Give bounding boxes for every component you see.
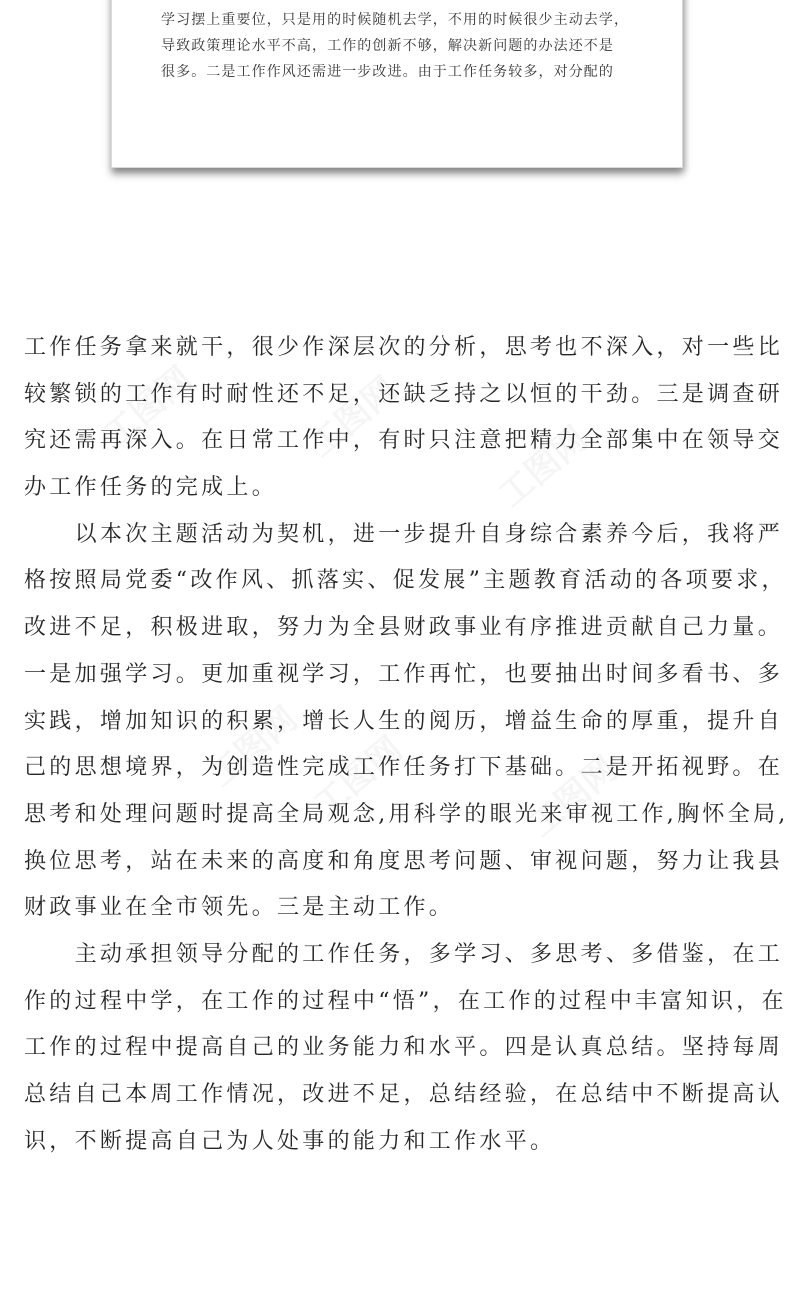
paragraph-line: 改进不足，积极进取，努力为全县财政事业有序推进贡献自己力量。 [24,615,784,641]
watermark-logo: 工图网 [491,419,596,516]
paragraph-line: 一是加强学习。更加重视学习，工作再忙，也要抽出时间多看书、多 [24,661,784,687]
preview-text-line: 很多。二是工作作风还需进一步改进。由于工作任务较多，对分配的 [161,64,614,80]
paragraph-line: 较繁锁的工作有时耐性还不足，还缺乏持之以恒的干劲。三是调查研 [24,381,784,407]
watermark-logo: 工图网 [201,699,306,796]
document-preview-card [111,0,683,168]
paragraph-line: 办工作任务的完成上。 [24,475,278,501]
preview-text-line: 导致政策理论水平不高，工作的创新不够，解决新问题的办法还不是 [161,38,614,54]
paragraph-line: 换位思考，站在未来的高度和角度思考问题、审视问题，努力让我县 [24,848,784,874]
paragraph-line: 以本次主题活动为契机，进一步提升自身综合素养今后，我将严 [24,521,784,547]
preview-text-line: 学习摆上重要位，只是用的时候随机去学，不用的时候很少主动去学， [161,12,630,28]
watermark-logo: 工图网 [521,749,626,846]
paragraph-line: 格按照局党委“改作风、抓落实、促发展”主题教育活动的各项要求， [24,568,787,594]
watermark-logo: 工图网 [96,359,201,456]
paragraph-line: 究还需再深入。在日常工作中，有时只注意把精力全部集中在领导交 [24,428,784,454]
paragraph-line: 工作任务拿来就干，很少作深层次的分析，思考也不深入，对一些比 [24,335,784,360]
paragraph-line: 思考和处理问题时提高全局观念,用科学的眼光来审视工作,胸怀全局, [24,801,789,827]
paragraph-line: 总结自己本周工作情况，改进不足，总结经验，在总结中不断提高认 [24,1082,784,1107]
paragraph-line: 作的过程中学，在工作的过程中“悟”，在工作的过程中丰富知识，在 [24,988,787,1014]
paragraph-line: 识，不断提高自己为人处事的能力和工作水平。 [24,1128,556,1154]
paragraph-line: 主动承担领导分配的工作任务，多学习、多思考、多借鉴，在工 [24,941,784,967]
paragraph-line: 己的思想境界，为创造性完成工作任务打下基础。二是开拓视野。在 [24,755,784,781]
watermark-logo: 工图网 [306,729,411,826]
watermark-logo: 工图网 [301,369,406,466]
paragraph-line: 工作的过程中提高自己的业务能力和水平。四是认真总结。坚持每周 [24,1035,784,1061]
document-body [24,325,789,1165]
paragraph-line: 财政事业在全市领先。三是主动工作。 [24,895,455,921]
paragraph-line: 实践，增加知识的积累，增长人生的阅历，增益生命的厚重，提升自 [24,708,784,734]
